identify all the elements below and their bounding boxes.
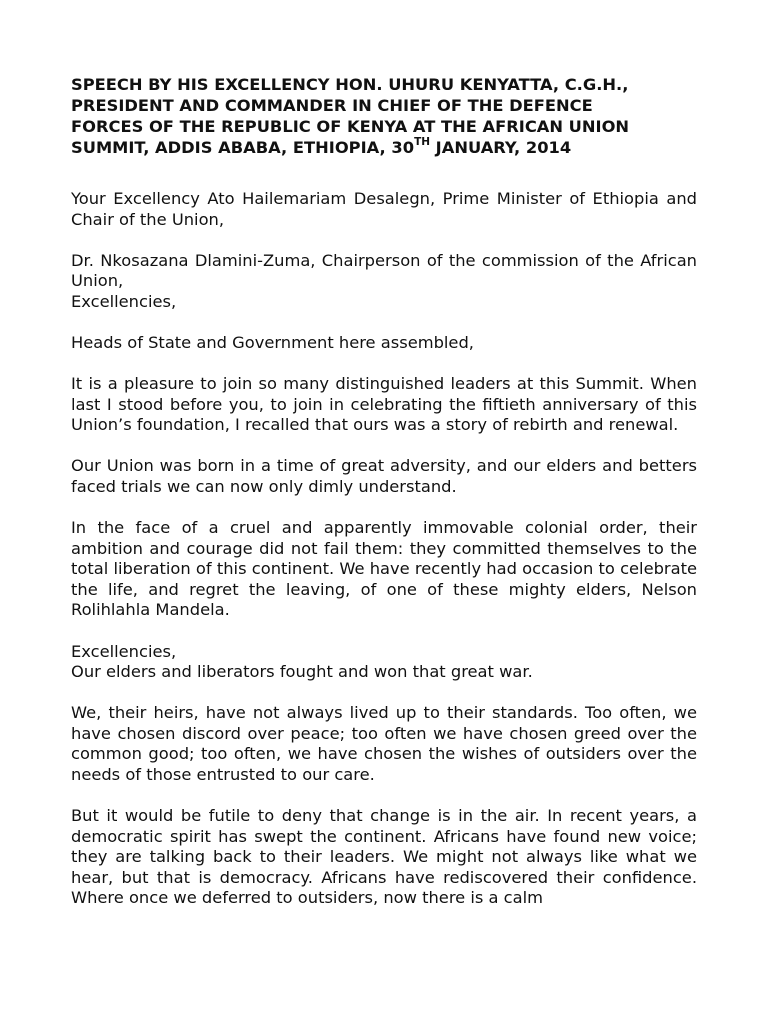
paragraph-elders-liberators: Our elders and liberators fought and won that great war. bbox=[71, 662, 533, 682]
speech-body bbox=[71, 189, 697, 909]
paragraph-colonial-order: In the face of a cruel and apparently immovable colonial order, their ambition and courage did not fail them: they committed themselves to the total liberation of this continent. We have recently had occasion to celebrate the life, and regret the leaving, of one of these mighty elders, Nelson Rolihlahla Mandela. bbox=[71, 518, 697, 620]
title-date-text: SUMMIT, ADDIS ABABA, ETHIOPIA, 30 bbox=[71, 138, 415, 157]
salutation-excellencies: Excellencies, bbox=[71, 291, 177, 311]
title-line-4 bbox=[71, 137, 697, 158]
title-date-rest: JANUARY, 2014 bbox=[430, 138, 572, 157]
salutation-heads-of-state: Heads of State and Government here assembled, bbox=[71, 332, 474, 352]
speech-title bbox=[71, 74, 697, 158]
date-superscript: TH bbox=[414, 136, 431, 148]
speech-document bbox=[71, 74, 697, 909]
paragraph-union-born: Our Union was born in a time of great adversity, and our elders and betters faced trials we can now only dimly understand. bbox=[71, 456, 697, 496]
salutation-excellencies-2: Excellencies, bbox=[71, 641, 177, 661]
salutation-chairperson: Dr. Nkosazana Dlamini-Zuma, Chairperson of the commission of the African Union, bbox=[71, 250, 697, 291]
title-line-1: SPEECH BY HIS EXCELLENCY HON. UHURU KENYATTA, C.G.H., bbox=[71, 75, 629, 94]
paragraph-pleasure: It is a pleasure to join so many distinguished leaders at this Summit. When last I stood before you, to join in celebrating the fiftieth anniversary of this Union’s foundation, I recalled that ours was a story of rebirth and renewal. bbox=[71, 374, 697, 435]
paragraph-change: But it would be futile to deny that change is in the air. In recent years, a democratic spirit has swept the continent. Africans have found new voice; they are talking back to their leaders. We might not always like what we hear, but that is democracy. Africans have rediscovered their confidence. Where once we deferred to outsiders, now there is a calm bbox=[71, 806, 697, 908]
title-line-2: PRESIDENT AND COMMANDER IN CHIEF OF THE DEFENCE bbox=[71, 96, 593, 115]
paragraph-heirs: We, their heirs, have not always lived up to their standards. Too often, we have chosen discord over peace; too often we have chosen greed over the common good; too often, we have chosen the wishes of outsiders over the needs of those entrusted to our care. bbox=[71, 703, 697, 784]
salutation-prime-minister: Your Excellency Ato Hailemariam Desalegn, Prime Minister of Ethiopia and Chair of the Union, bbox=[71, 189, 697, 229]
title-line-3: FORCES OF THE REPUBLIC OF KENYA AT THE AFRICAN UNION bbox=[71, 117, 630, 136]
